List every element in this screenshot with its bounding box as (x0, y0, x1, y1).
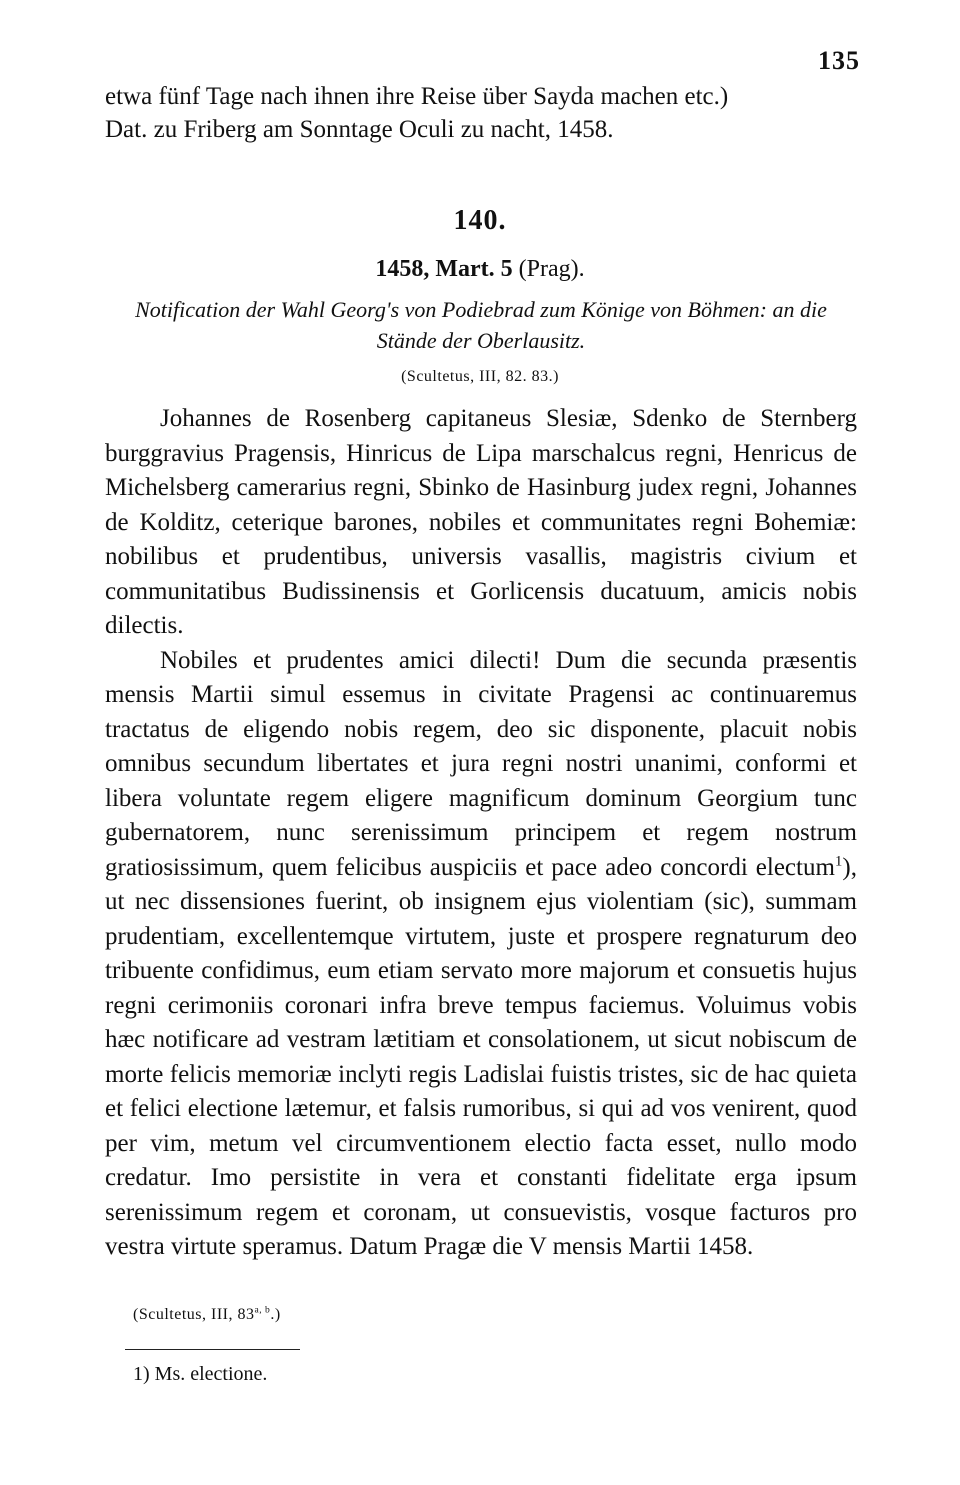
previous-text-line: etwa fünf Tage nach ihnen ihre Reise über Sayda machen etc.) (105, 83, 729, 110)
body-text-before-note: Nobiles et prudentes amici dilecti! Dum die secunda præsentis mensis Martii simul essemus in civitate Pragensi ac continuaremus tractatus de eligendo nobis regem, deo sic disponente, placuit nobis omnibus secundum libertates et jura regni nostri unanimi, conformi et libera voluntate regem eligere magnificum dominum Georgium tunc gubernatorem, nunc serenissimum principem et regem nostrum gratiosissimum, quem felicibus auspiciis et pace adeo concordi electum (105, 646, 857, 881)
footnote-text: Ms. electione. (154, 1363, 268, 1385)
closing-source-prefix: (Scultetus, III, 83 (133, 1306, 255, 1323)
footnote-rule (125, 1349, 300, 1350)
previous-text-dateline: Dat. zu Friberg am Sonntage Oculi zu nacht, 1458. (105, 116, 614, 143)
document-date-place: (Prag). (518, 256, 585, 282)
document-subject: Notification der Wahl Georg's von Podiebrad zum Könige von Böhmen: an die Stände der Oberlausitz. (135, 297, 827, 353)
page-number: 135 (818, 46, 860, 75)
closing-source (133, 1306, 281, 1324)
body-paragraph-main (105, 644, 857, 1265)
document-source: (Scultetus, III, 82. 83.) (401, 368, 559, 385)
footnote-reference: 1 (834, 853, 843, 870)
body-text-after-note: ), ut nec dissensiones fuerint, ob insignem ejus violentiam (sic), summam prudentiam, excellentemque virtutem, juste et prospere regnaturum deo tribuente confidimus, eum etiam servato more majorum et consuetis hujus regni cerimoniis coronari infra breve tempus faciemus. Voluimus vobis hæc notificare ad vestram lætitiam et consolationem, ut sicut nobiscum de morte felicis memoriæ inclyti regis Ladislai fuistis tristes, sic de hac quieta et felici electione lætemur, et falsis rumoribus, si qui ad vos venirent, quod per vim, metum vel circumventionem electio facta esset, nullo modo credatur. Imo persistite in vera et constanti fidelitate erga ipsum serenissimum regem et coronam, ut consuevistis, vosque facturos pro vestra virtute speramus. Datum Pragæ die V mensis Martii 1458. (105, 853, 857, 1260)
document-number: 140. (453, 205, 507, 236)
footnote-mark: 1) (133, 1363, 150, 1385)
footnote (133, 1363, 267, 1386)
closing-source-sup: a, b (254, 1304, 271, 1316)
closing-source-suffix: .) (270, 1306, 281, 1323)
body-paragraph-salutation: Johannes de Rosenberg capitaneus Slesiæ, Sdenko de Sternberg burggravius Pragensis, Hinricus de Lipa marschalcus regni, Henricus de Michelsberg camerarius regni, Sbinko de Hasinburg judex regni, Johannes de Kolditz, ceterique barones, nobiles et communitates regni Bohemiæ: nobilibus et prudentibus, universis vasallis, magistris civium et communitatibus Budissinensis et Gorlicensis ducatuum, amicis nobis dilectis. (105, 405, 857, 639)
previous-document-tail (105, 80, 857, 146)
document-date-bold: 1458, Mart. 5 (375, 256, 513, 282)
document-body (105, 402, 857, 1265)
document-date (0, 256, 960, 283)
